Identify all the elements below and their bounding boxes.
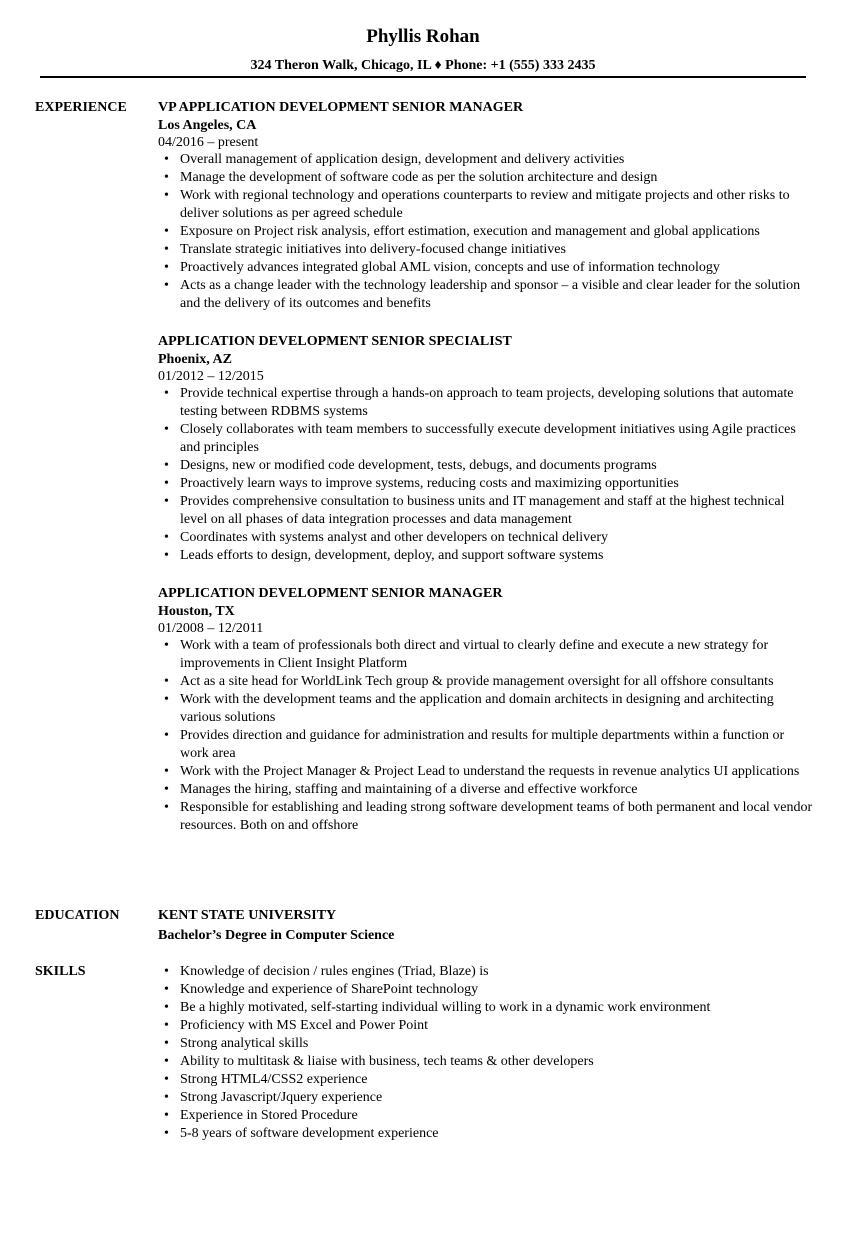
job-dates: 04/2016 – present bbox=[158, 135, 259, 150]
bullet-icon: • bbox=[164, 530, 169, 545]
list-item-text: Act as a site head for WorldLink Tech group & provide management oversight for all offshore consultants bbox=[180, 674, 774, 689]
list-item bbox=[158, 259, 813, 277]
list-item-text: Strong HTML4/CSS2 experience bbox=[180, 1072, 368, 1087]
education-body bbox=[158, 907, 813, 945]
job-bullets bbox=[158, 637, 813, 835]
degree-name: Bachelor’s Degree in Computer Science bbox=[158, 928, 395, 943]
bullet-icon: • bbox=[164, 152, 169, 167]
list-item-text: Provides comprehensive consultation to business units and IT management and staff at the highest technical level on all phases of data integration processes and data management bbox=[180, 494, 785, 527]
list-item-text: Ability to multitask & liaise with business, tech teams & other developers bbox=[180, 1054, 594, 1069]
contact-line: 324 Theron Walk, Chicago, IL ♦ Phone: +1 (555) 333 2435 bbox=[250, 58, 596, 73]
header-divider bbox=[40, 76, 806, 78]
list-item-text: Designs, new or modified code development, tests, debugs, and documents programs bbox=[180, 458, 657, 473]
job-entry bbox=[158, 333, 813, 565]
job-entry bbox=[158, 99, 813, 313]
bullet-icon: • bbox=[164, 458, 169, 473]
list-item-text: Strong analytical skills bbox=[180, 1036, 309, 1051]
list-item bbox=[158, 637, 813, 673]
list-item bbox=[158, 457, 813, 475]
list-item bbox=[158, 673, 813, 691]
job-title: APPLICATION DEVELOPMENT SENIOR MANAGER bbox=[158, 586, 503, 601]
list-item bbox=[158, 1107, 813, 1125]
job-bullets bbox=[158, 385, 813, 565]
bullet-icon: • bbox=[164, 1108, 169, 1123]
list-item-text: Overall management of application design, development and delivery activities bbox=[180, 152, 625, 167]
list-item bbox=[158, 799, 813, 835]
job-location: Phoenix, AZ bbox=[158, 352, 232, 367]
list-item bbox=[158, 223, 813, 241]
skills-list bbox=[158, 963, 813, 1143]
list-item-text: Proactively learn ways to improve systems, reducing costs and maximizing opportunities bbox=[180, 476, 679, 491]
bullet-icon: • bbox=[164, 964, 169, 979]
list-item bbox=[158, 493, 813, 529]
bullet-icon: • bbox=[164, 1126, 169, 1141]
bullet-icon: • bbox=[164, 386, 169, 401]
bullet-icon: • bbox=[164, 1018, 169, 1033]
list-item-text: Responsible for establishing and leading strong software development teams of both permanent and local vendor resources. Both on and offshore bbox=[180, 800, 813, 833]
candidate-name: Phyllis Rohan bbox=[366, 26, 480, 47]
list-item-text: Work with a team of professionals both direct and virtual to clearly define and execute a new strategy for improvements in Client Insight Platform bbox=[180, 638, 769, 671]
list-item-text: Coordinates with systems analyst and other developers on technical delivery bbox=[180, 530, 609, 545]
list-item bbox=[158, 1053, 813, 1071]
list-item-text: Provide technical expertise through a hands-on approach to team projects, developing solutions that automate testing between RDBMS systems bbox=[180, 386, 794, 419]
list-item-text: 5-8 years of software development experience bbox=[180, 1126, 439, 1141]
bullet-icon: • bbox=[164, 242, 169, 257]
skills-body bbox=[158, 963, 813, 1143]
bullet-icon: • bbox=[164, 1036, 169, 1051]
list-item bbox=[158, 421, 813, 457]
list-item bbox=[158, 727, 813, 763]
bullet-icon: • bbox=[164, 278, 169, 293]
list-item-text: Experience in Stored Procedure bbox=[180, 1108, 358, 1123]
list-item bbox=[158, 691, 813, 727]
bullet-icon: • bbox=[164, 224, 169, 239]
bullet-icon: • bbox=[164, 800, 169, 815]
list-item-text: Manages the hiring, staffing and maintaining of a diverse and effective workforce bbox=[180, 782, 638, 797]
job-title: APPLICATION DEVELOPMENT SENIOR SPECIALIST bbox=[158, 334, 512, 349]
bullet-icon: • bbox=[164, 188, 169, 203]
list-item-text: Work with regional technology and operations counterparts to review and mitigate projects and other risks to deliver solutions as per agreed schedule bbox=[180, 188, 790, 221]
bullet-icon: • bbox=[164, 548, 169, 563]
job-dates: 01/2008 – 12/2011 bbox=[158, 621, 264, 636]
list-item bbox=[158, 1071, 813, 1089]
list-item bbox=[158, 385, 813, 421]
list-item bbox=[158, 1035, 813, 1053]
list-item-text: Acts as a change leader with the technology leadership and sponsor – a visible and clear leader for the solution and the delivery of its outcomes and benefits bbox=[180, 278, 801, 311]
list-item-text: Exposure on Project risk analysis, effort estimation, execution and management and global applications bbox=[180, 224, 760, 239]
list-item bbox=[158, 1125, 813, 1143]
section-label-skills: SKILLS bbox=[35, 964, 86, 979]
list-item bbox=[158, 999, 813, 1017]
list-item bbox=[158, 277, 813, 313]
bullet-icon: • bbox=[164, 692, 169, 707]
list-item-text: Be a highly motivated, self-starting individual willing to work in a dynamic work environment bbox=[180, 1000, 711, 1015]
bullet-icon: • bbox=[164, 764, 169, 779]
list-item bbox=[158, 1017, 813, 1035]
list-item bbox=[158, 241, 813, 259]
bullet-icon: • bbox=[164, 638, 169, 653]
list-item bbox=[158, 963, 813, 981]
job-entry bbox=[158, 585, 813, 835]
list-item bbox=[158, 529, 813, 547]
list-item-text: Translate strategic initiatives into delivery-focused change initiatives bbox=[180, 242, 566, 257]
list-item-text: Manage the development of software code as per the solution architecture and design bbox=[180, 170, 658, 185]
resume-header bbox=[40, 24, 806, 75]
bullet-icon: • bbox=[164, 1090, 169, 1105]
list-item bbox=[158, 781, 813, 799]
bullet-icon: • bbox=[164, 1072, 169, 1087]
list-item-text: Work with the development teams and the application and domain architects in designing and architecting various solutions bbox=[180, 692, 774, 725]
bullet-icon: • bbox=[164, 728, 169, 743]
bullet-icon: • bbox=[164, 1054, 169, 1069]
list-item bbox=[158, 1089, 813, 1107]
list-item bbox=[158, 763, 813, 781]
section-label-experience: EXPERIENCE bbox=[35, 100, 127, 115]
bullet-icon: • bbox=[164, 170, 169, 185]
job-title: VP APPLICATION DEVELOPMENT SENIOR MANAGER bbox=[158, 100, 524, 115]
job-location: Los Angeles, CA bbox=[158, 118, 257, 133]
job-location: Houston, TX bbox=[158, 604, 235, 619]
bullet-icon: • bbox=[164, 782, 169, 797]
list-item-text: Leads efforts to design, development, deploy, and support software systems bbox=[180, 548, 604, 563]
list-item bbox=[158, 151, 813, 169]
experience-list bbox=[158, 99, 813, 855]
bullet-icon: • bbox=[164, 476, 169, 491]
list-item-text: Work with the Project Manager & Project Lead to understand the requests in revenue analytics UI applications bbox=[180, 764, 800, 779]
bullet-icon: • bbox=[164, 422, 169, 437]
job-bullets bbox=[158, 151, 813, 313]
bullet-icon: • bbox=[164, 982, 169, 997]
bullet-icon: • bbox=[164, 674, 169, 689]
list-item-text: Proactively advances integrated global AML vision, concepts and use of information technology bbox=[180, 260, 720, 275]
list-item bbox=[158, 981, 813, 999]
school-name: KENT STATE UNIVERSITY bbox=[158, 908, 337, 923]
bullet-icon: • bbox=[164, 1000, 169, 1015]
list-item-text: Closely collaborates with team members to successfully execute development initiatives using Agile practices and principles bbox=[180, 422, 796, 455]
section-label-education: EDUCATION bbox=[35, 908, 120, 923]
list-item-text: Knowledge and experience of SharePoint technology bbox=[180, 982, 479, 997]
list-item-text: Knowledge of decision / rules engines (Triad, Blaze) is bbox=[180, 964, 489, 979]
list-item bbox=[158, 187, 813, 223]
list-item bbox=[158, 547, 813, 565]
list-item-text: Strong Javascript/Jquery experience bbox=[180, 1090, 383, 1105]
bullet-icon: • bbox=[164, 494, 169, 509]
job-dates: 01/2012 – 12/2015 bbox=[158, 369, 264, 384]
list-item-text: Provides direction and guidance for administration and results for multiple departments within a function or work area bbox=[180, 728, 785, 761]
list-item-text: Proficiency with MS Excel and Power Point bbox=[180, 1018, 429, 1033]
list-item bbox=[158, 475, 813, 493]
list-item bbox=[158, 169, 813, 187]
bullet-icon: • bbox=[164, 260, 169, 275]
